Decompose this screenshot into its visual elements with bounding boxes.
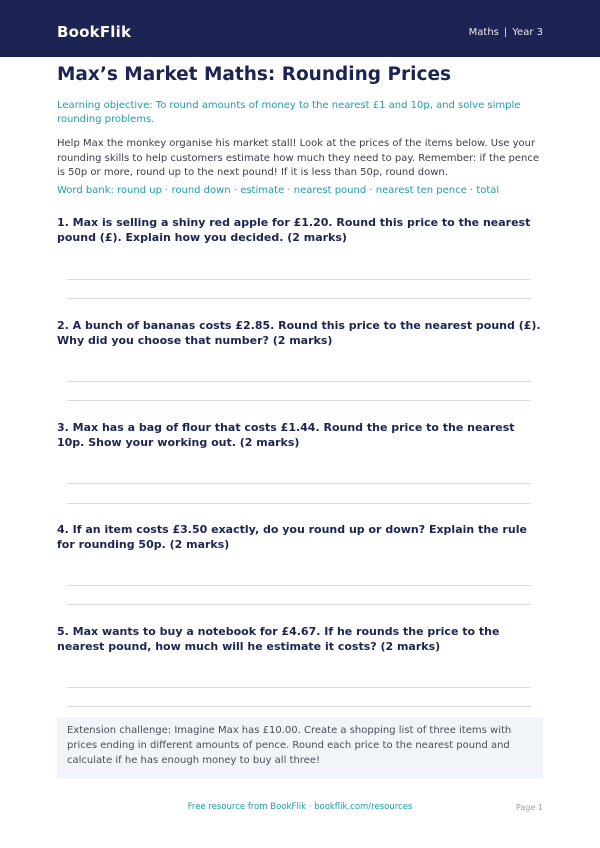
question-1: 1. Max is selling a shiny red apple for £1.20. Round this price to the nearest pound (£). Explain how you decided. (2 marks): [57, 216, 531, 244]
footer-resource-link[interactable]: Free resource from BookFlik · bookflik.com/resources: [187, 802, 413, 812]
word-bank: Word bank: round up · round down · estimate · nearest pound · nearest ten pence · total: [57, 185, 500, 196]
answer-line[interactable]: [67, 381, 531, 382]
brand-logo-text[interactable]: BookFlik: [57, 23, 132, 41]
answer-line[interactable]: [67, 279, 531, 280]
question-4: 4. If an item costs £3.50 exactly, do you round up or down? Explain the rule for rounding 50p. (2 marks): [57, 523, 527, 551]
answer-line[interactable]: [67, 298, 531, 299]
level-label: Year 3: [512, 27, 543, 38]
page-number: Page 1: [516, 803, 543, 812]
question-5: 5. Max wants to buy a notebook for £4.67. If he rounds the price to the nearest pound, how much will he estimate it costs? (2 marks): [57, 625, 500, 653]
learning-objective: Learning objective: To round amounts of money to the nearest £1 and 10p, and solve simple rounding problems.: [57, 100, 521, 125]
answer-line[interactable]: [67, 706, 531, 707]
intro-paragraph: Help Max the monkey organise his market stall! Look at the prices of the items below. Use your rounding skills to help customers estimate how much they need to pay. Remember: if the pence is 50p or more, round up to the next pound! If it is less than 50p, round down.: [57, 138, 540, 178]
subject-label: Maths: [468, 27, 499, 38]
answer-line[interactable]: [67, 604, 531, 605]
question-3: 3. Max has a bag of flour that costs £1.44. Round the price to the nearest 10p. Show your working out. (2 marks): [57, 421, 515, 449]
worksheet-title: Max’s Market Maths: Rounding Prices: [57, 64, 452, 85]
answer-line[interactable]: [67, 400, 531, 401]
answer-line[interactable]: [67, 503, 531, 504]
page-header: [0, 0, 600, 57]
answer-line[interactable]: [67, 687, 531, 688]
extension-challenge: Extension challenge: Imagine Max has £10.00. Create a shopping list of three items with prices ending in different amounts of pence. Round each price to the nearest pound and calculate if he has enough money to buy all three!: [57, 717, 543, 779]
question-2: 2. A bunch of bananas costs £2.85. Round this price to the nearest pound (£). Why did you choose that number? (2 marks): [57, 319, 541, 347]
answer-line[interactable]: [67, 483, 531, 484]
answer-line[interactable]: [67, 585, 531, 586]
subject-level: [469, 27, 543, 38]
meta-separator: |: [503, 27, 508, 38]
